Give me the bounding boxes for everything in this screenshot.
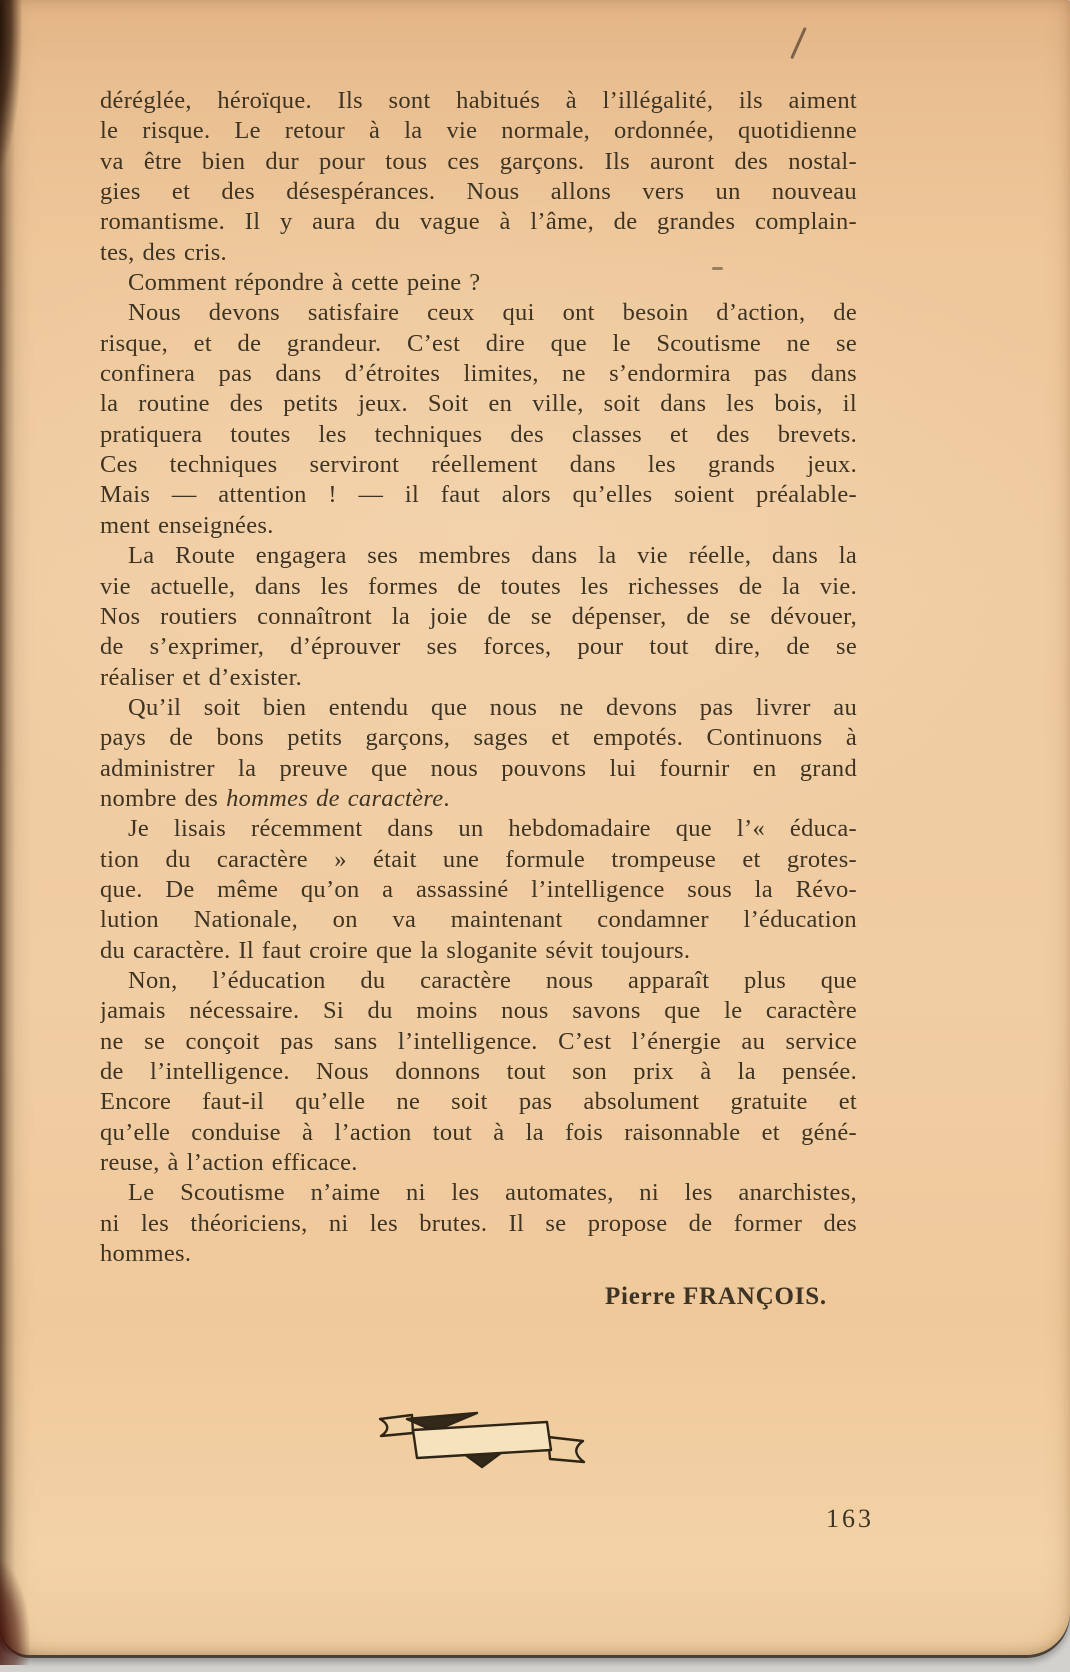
text-line: La Route engagera ses membres dans la vie réelle, dans la — [128, 542, 857, 570]
text-line: gies et des désespérances. Nous allons vers un nouveau — [100, 178, 857, 206]
text-line: pays de bons petits garçons, sages et empotés. Continuons à — [100, 724, 857, 752]
text-line: confinera pas dans d’étroites limites, ne s’endormira pas dans — [100, 360, 857, 388]
text-line: jamais nécessaire. Si du moins nous savons que le caractère — [100, 997, 857, 1025]
text-line: déréglée, héroïque. Ils sont habitués à l’illégalité, ils aiment — [100, 87, 857, 114]
text-line: hommes. — [100, 1240, 192, 1268]
text-line: de l’intelligence. Nous donnons tout son prix à la pensée. — [100, 1058, 857, 1085]
ribbon-banner-icon — [376, 1410, 588, 1470]
text-line: du caractère. Il faut croire que la sloganite sévit toujours. — [100, 936, 691, 964]
text-line: Encore faut-il qu’elle ne soit pas absolument gratuite et — [100, 1088, 857, 1116]
text-line: ne se conçoit pas sans l’intelligence. C’est l’énergie au service — [100, 1027, 857, 1055]
text-line: ment enseignées. — [100, 511, 274, 539]
binding-shadow — [0, 0, 15, 1655]
page-number: 163 — [826, 1504, 874, 1533]
text-line: Mais — attention ! — il faut alors qu’elles soient préalable- — [100, 481, 857, 509]
text-line: lution Nationale, on va maintenant condamner l’éducation — [100, 906, 857, 934]
text-line: Comment répondre à cette peine ? — [128, 269, 481, 297]
text-line: Je lisais récemment dans un hebdomadaire que l’« éduca- — [128, 815, 857, 843]
text-line: nombre des hommes de caractère. — [100, 784, 450, 812]
text-line: va être bien dur pour tous ces garçons. Ils auront des nostal- — [100, 147, 857, 175]
text-line: administrer la preuve que nous pouvons lui fournir en grand — [100, 754, 857, 782]
text-line: Le Scoutisme n’aime ni les automates, ni les anarchistes, — [128, 1179, 857, 1207]
text-line: la routine des petits jeux. Soit en ville, soit dans les bois, il — [100, 390, 857, 418]
text-line: Qu’il soit bien entendu que nous ne devons pas livrer au — [128, 693, 857, 721]
text-line: Non, l’éducation du caractère nous apparaît plus que — [128, 966, 857, 994]
text-line: le risque. Le retour à la vie normale, ordonnée, quotidienne — [100, 117, 857, 145]
text-block — [100, 86, 857, 1269]
text-line: tion du caractère » était une formule trompeuse et grotes- — [100, 845, 857, 873]
text-line: reuse, à l’action efficace. — [100, 1149, 358, 1177]
text-line: de s’exprimer, d’éprouver ses forces, pour tout dire, de se — [100, 633, 857, 661]
text-line: vie actuelle, dans les formes de toutes les richesses de la vie. — [100, 572, 857, 600]
author-signature: Pierre FRANÇOIS. — [604, 1283, 827, 1310]
text-line: que. De même qu’on a assassiné l’intelligence sous la Révo- — [100, 875, 857, 903]
text-line: Nos routiers connaîtront la joie de se dépenser, de se dévouer, — [100, 602, 857, 630]
text-line: Nous devons satisfaire ceux qui ont besoin d’action, de — [128, 299, 857, 327]
text-line: risque, et de grandeur. C’est dire que le Scoutisme ne se — [100, 329, 857, 357]
text-line: pratiquera toutes les techniques des classes et des brevets. — [100, 420, 857, 448]
pencil-mark — [790, 27, 806, 59]
text-line: tes, des cris. — [100, 238, 227, 266]
text-line: Ces techniques serviront réellement dans les grands jeux. — [100, 451, 857, 479]
text-line: romantisme. Il y aura du vague à l’âme, de grandes complain- — [100, 208, 857, 236]
text-line: réaliser et d’exister. — [100, 663, 303, 691]
text-line: qu’elle conduise à l’action tout à la fois raisonnable et géné- — [100, 1118, 857, 1146]
text-line: ni les théoriciens, ni les brutes. Il se propose de former des — [100, 1209, 857, 1237]
